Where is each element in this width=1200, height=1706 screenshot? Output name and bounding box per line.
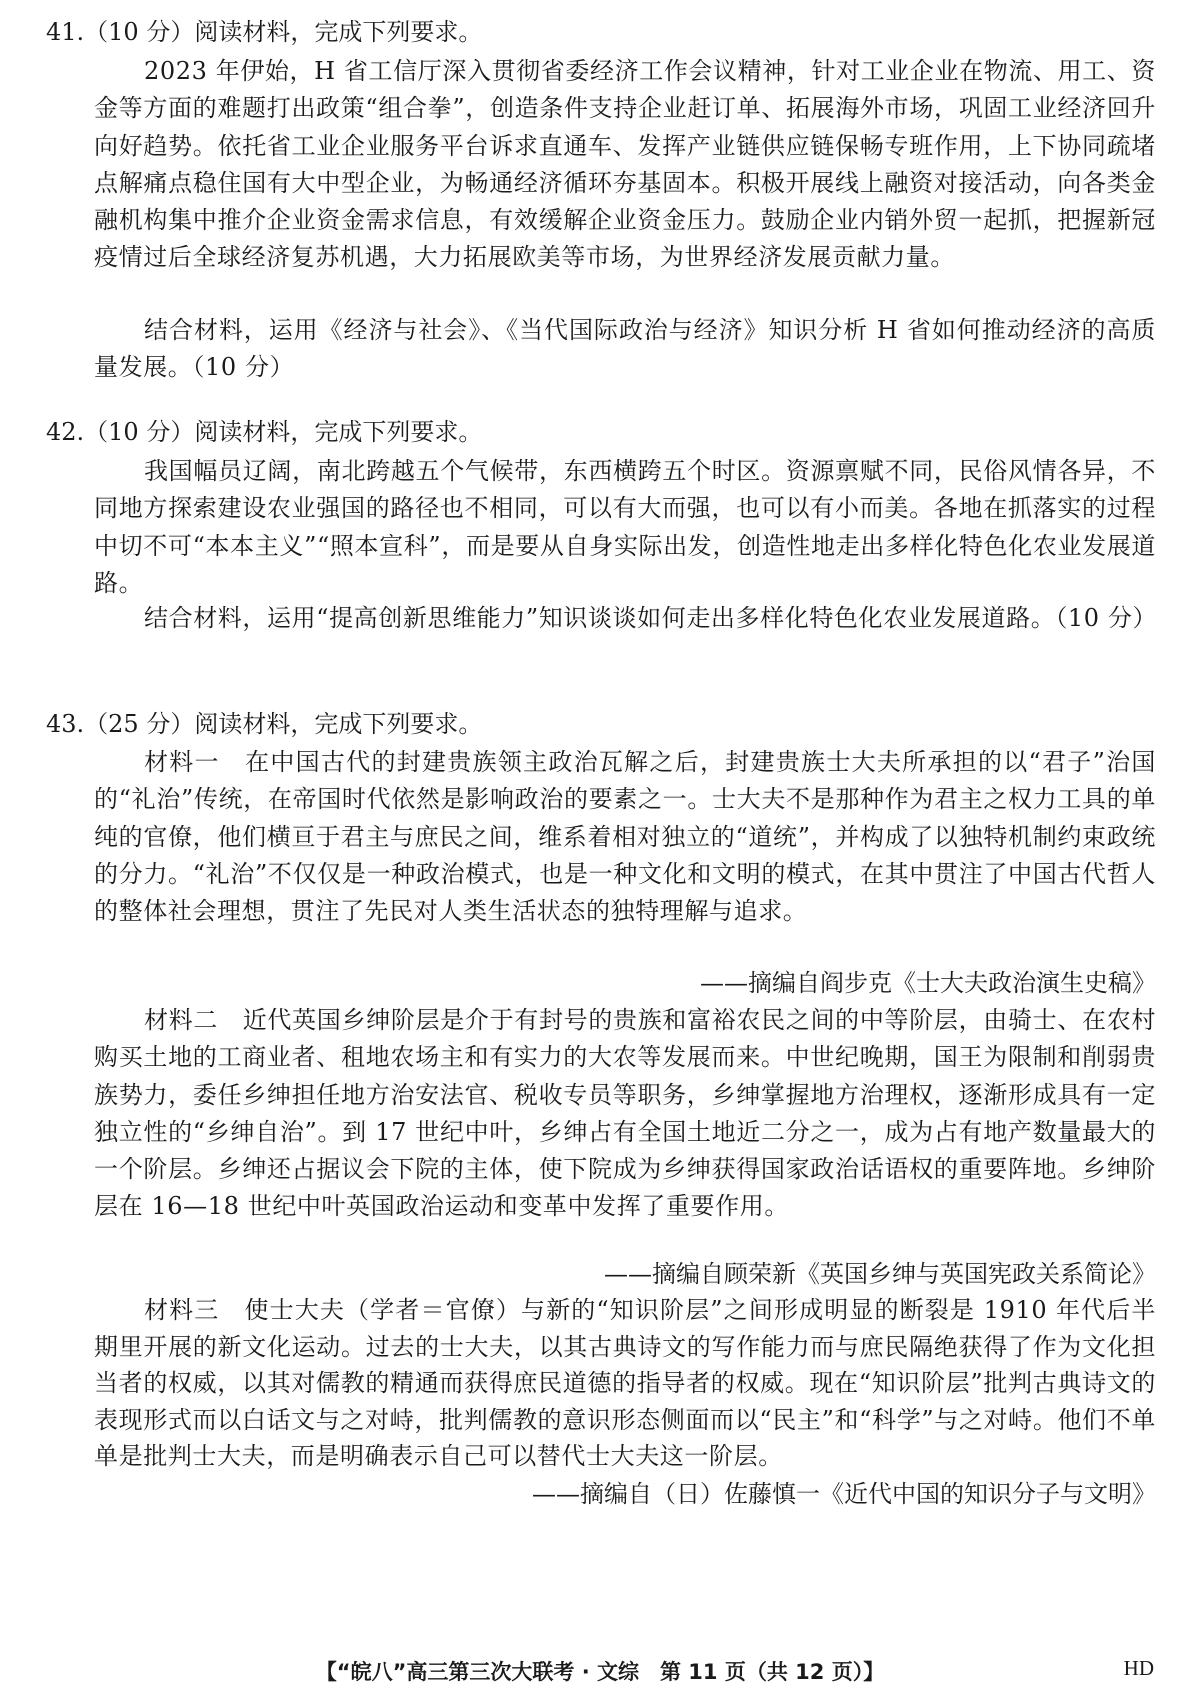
question-43-heading: 43.（25 分）阅读材料，完成下列要求。 — [46, 710, 483, 738]
question-43-material-1: 材料一 在中国古代的封建贵族领主政治瓦解之后，封建贵族士大夫所承担的以“君子”治国的“礼治”传统，在帝国时代依然是影响政治的要素之一。士大夫不是那种作为君主之权力工具的单纯的官僚，他们横亘于君主与庶民之间，维系着相对独立的“道统”，并构成了以独特机制约束政统的分力。“礼治”不仅仅是一种政治模式，也是一种文化和文明的模式，在其中贯注了中国古代哲人的整体社会理想，贯注了先民对人类生活状态的独特理解与追求。 — [94, 748, 1156, 926]
question-43-material-3: 材料三 使士大夫（学者＝官僚）与新的“知识阶层”之间形成明显的断裂是 1910 年代后半期里开展的新文化运动。过去的士大夫，以其古典诗文的写作能力而与庶民隔绝获得了作为文化担当者的权威，以其对儒教的精通而获得庶民道德的指导者的权威。现在“知识阶层”批判古典诗文的表现形式而以白话文与之对峙，批判儒教的意识形态侧面而以“民主”和“科学”与之对峙。他们不单单是批判士大夫，而是明确表示自己可以替代士大夫这一阶层。 — [94, 1296, 1156, 1470]
material-1-source: ——摘编自阎步克《士大夫政治演生史稿》 — [700, 969, 1156, 997]
question-41-heading: 41.（10 分）阅读材料，完成下列要求。 — [46, 18, 483, 46]
question-42-heading: 42.（10 分）阅读材料，完成下列要求。 — [46, 418, 483, 446]
question-42-material: 我国幅员辽阔，南北跨越五个气候带，东西横跨五个时区。资源禀赋不同，民俗风情各异，不同地方探索建设农业强国的路径也不相同，可以有大而强，也可以有小而美。各地在抓落实的过程中切不可“本本主义”“照本宣科”，而是要从自身实际出发，创造性地走出多样化特色化农业发展道路。 — [94, 457, 1156, 597]
question-41-material: 2023 年伊始，H 省工信厅深入贯彻省委经济工作会议精神，针对工业企业在物流、用工、资金等方面的难题打出政策“组合拳”，创造条件支持企业赶订单、拓展海外市场，巩固工业经济回升向好趋势。依托省工业企业服务平台诉求直通车、发挥产业链供应链保畅专班作用，上下协同疏堵点解痛点稳住国有大中型企业，为畅通经济循环夯基固本。积极开展线上融资对接活动，向各类金融机构集中推介企业资金需求信息，有效缓解企业资金压力。鼓励企业内销外贸一起抓，把握新冠疫情过后全球经济复苏机遇，大力拓展欧美等市场，为世界经济发展贡献力量。 — [94, 57, 1156, 272]
question-43-material-2: 材料二 近代英国乡绅阶层是介于有封号的贵族和富裕农民之间的中等阶层，由骑士、在农村购买土地的工商业者、租地农场主和有实力的大农等发展而来。中世纪晚期，国王为限制和削弱贵族势力，委任乡绅担任地方治安法官、税收专员等职务，乡绅掌握地方治理权，逐渐形成具有一定独立性的“乡绅自治”。到 17 世纪中叶，乡绅占有全国土地近二分之一，成为占有地产数量最大的一个阶层。乡绅还占据议会下院的主体，使下院成为乡绅获得国家政治话语权的重要阵地。乡绅阶层在 16—18 世纪中叶英国政治运动和变革中发挥了重要作用。 — [94, 1006, 1156, 1221]
footer-code: HD — [1123, 1656, 1154, 1680]
question-42-task: 结合材料，运用“提高创新思维能力”知识谈谈如何走出多样化特色化农业发展道路。（10 分） — [144, 604, 1158, 632]
material-3-source: ——摘编自（日）佐藤慎一《近代中国的知识分子与文明》 — [532, 1480, 1156, 1508]
footer-exam-info: 【“皖八”高三第三次大联考 · 文综 第 11 页（共 12 页）】 — [315, 1660, 885, 1684]
question-41-task: 结合材料，运用《经济与社会》、《当代国际政治与经济》知识分析 H 省如何推动经济的高质量发展。（10 分） — [94, 316, 1156, 382]
material-2-source: ——摘编自顾荣新《英国乡绅与英国宪政关系简论》 — [604, 1260, 1156, 1288]
page-footer — [0, 1656, 1200, 1686]
